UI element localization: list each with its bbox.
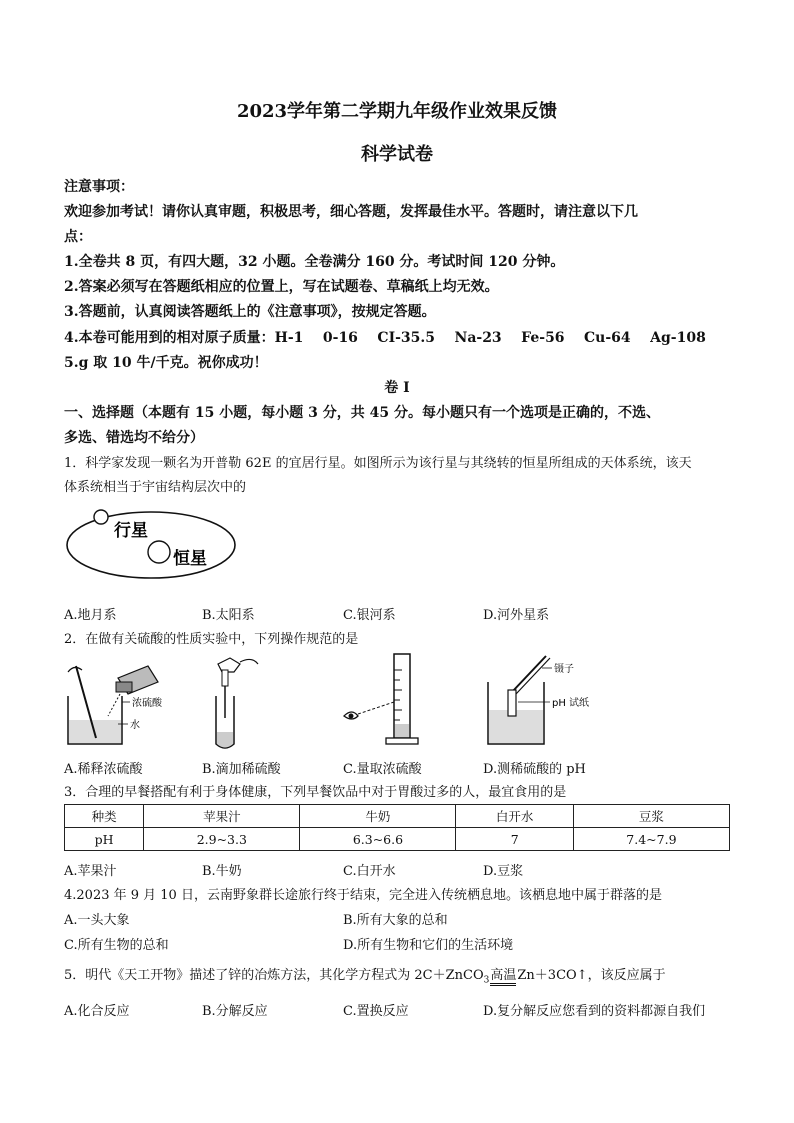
notice-item-4: 4.本卷可能用到的相对原子质量：H-1 0-16 CI-35.5 Na-23 Fe-56 Cu-64 Ag-108 [64, 330, 706, 346]
bottle-label-icon [116, 682, 132, 692]
q4-option-c[interactable]: C.所有生物的总和 [64, 938, 169, 953]
q1-option-c[interactable]: C.银河系 [343, 608, 396, 623]
table-header-row [65, 805, 730, 828]
table-cell: 7.4~7.9 [573, 828, 729, 851]
planet-label: 行星 [114, 521, 148, 541]
notice-intro: 欢迎参加考试！请你认真审题，积极思考，细心答题，发挥最佳水平。答题时，请注意以下几 [64, 204, 638, 220]
star-label: 恒星 [173, 549, 207, 569]
pour-stream [108, 694, 120, 716]
notice-intro-cont: 点： [64, 229, 92, 245]
table-cell: pH [65, 828, 144, 851]
table-cell: 6.3~6.6 [300, 828, 456, 851]
notice-item-5: 5.g 取 10 牛/千克。祝你成功！ [64, 355, 268, 371]
q5-option-c[interactable]: C.置换反应 [343, 1004, 409, 1019]
notice-item-1: 1.全卷共 8 页，有四大题，32 小题。全卷满分 160 分。考试时间 120 分钟。 [64, 254, 565, 270]
q1-option-b[interactable]: B.太阳系 [202, 608, 255, 623]
tweezers-icon [512, 656, 546, 692]
exam-subtitle: 科学试卷 [361, 144, 433, 165]
q2-option-a[interactable]: A.稀释浓硫酸 [64, 762, 143, 777]
notice-item-3: 3.答题前，认真阅读答题纸上的《注意事项》，按规定答题。 [64, 304, 436, 320]
tweezers-icon [516, 658, 550, 694]
planet-icon [94, 510, 108, 524]
table-row [65, 828, 730, 851]
ph-table [64, 804, 730, 851]
hand-outline [240, 659, 258, 664]
exam-title: 2023学年第二学期九年级作业效果反馈 [236, 101, 558, 122]
q1-option-d[interactable]: D.河外星系 [483, 608, 550, 623]
dropper-bulb-icon [222, 670, 228, 686]
hand-icon [218, 658, 240, 672]
q2-stem: 2．在做有关硫酸的性质实验中，下列操作规范的是 [64, 632, 359, 647]
fig-a-acid-label: 浓硫酸 [132, 698, 162, 709]
q3-option-b[interactable]: B.牛奶 [202, 864, 242, 879]
subscript-3: 3 [483, 975, 490, 986]
q4-stem: 4.2023 年 9 月 10 日，云南野象群长途旅行终于结束，完全进入传统栖息地。该栖息地中属于群落的是 [64, 888, 662, 903]
fig-d-paper-label: pH 试纸 [552, 698, 590, 709]
q3-stem: 3．合理的早餐搭配有利于身体健康，下列早餐饮品中对于胃酸过多的人，最宜食用的是 [64, 785, 567, 800]
q5-stem-prefix: 5．明代《天工开物》描述了锌的冶炼方法，其化学方程式为 2C＋ZnCO [64, 968, 484, 983]
q5-option-a[interactable]: A.化合反应 [64, 1004, 130, 1019]
q3-option-c[interactable]: C.白开水 [343, 864, 396, 879]
q1-stem: 1．科学家发现一颗名为开普勒 62E 的宜居行星。如图所示为该行星与其绕转的恒星所组成的天体系统，该天 [64, 456, 692, 471]
tube-liquid [217, 732, 233, 748]
q2-option-d[interactable]: D.测稀硫酸的 pH [483, 762, 586, 777]
q1-orbit-figure [64, 500, 244, 600]
q2-figure-d [484, 652, 604, 752]
fig-a-water-label: 水 [130, 720, 140, 731]
volume-label: 卷 I [384, 380, 410, 396]
q1-option-a[interactable]: A.地月系 [64, 608, 117, 623]
q3-option-d[interactable]: D.豆浆 [483, 864, 524, 879]
section-1-heading-cont: 多选、错选均不给分） [64, 430, 204, 446]
table-cell: 豆浆 [573, 805, 729, 828]
section-1-heading: 一、选择题（本题有 15 小题，每小题 3 分，共 45 分。每小题只有一个选项是正确的，不选、 [64, 405, 660, 421]
q3-option-a[interactable]: A.苹果汁 [64, 864, 117, 879]
q2-figure-b [196, 652, 276, 752]
cylinder-liquid [395, 724, 409, 737]
table-cell: 种类 [65, 805, 144, 828]
table-cell: 牛奶 [300, 805, 456, 828]
q1-stem-cont: 体系统相当于宇宙结构层次中的 [64, 480, 247, 495]
ph-paper-icon [508, 690, 516, 716]
sight-line [358, 702, 394, 714]
table-cell: 2.9~3.3 [144, 828, 300, 851]
eye-pupil [349, 714, 354, 719]
notice-heading: 注意事项： [64, 179, 134, 195]
stir-arrow-icon [68, 667, 82, 672]
q2-option-c[interactable]: C.量取浓硫酸 [343, 762, 422, 777]
notice-item-2: 2.答案必须写在答题纸相应的位置上，写在试题卷、草稿纸上均无效。 [64, 279, 499, 295]
star-icon [148, 541, 170, 563]
q5-stem [64, 964, 666, 986]
q5-stem-suffix: Zn＋3CO↑，该反应属于 [517, 968, 666, 983]
table-cell: 白开水 [456, 805, 573, 828]
table-cell: 苹果汁 [144, 805, 300, 828]
cylinder-base [386, 738, 418, 744]
q5-option-b[interactable]: B.分解反应 [202, 1004, 268, 1019]
fig-d-tweezers-label: 镊子 [554, 664, 574, 675]
q5-option-d[interactable]: D.复分解反应您看到的资料都源自我们 [483, 1004, 706, 1019]
q2-figure-a [62, 652, 192, 752]
q4-option-d[interactable]: D.所有生物和它们的生活环境 [343, 938, 514, 953]
q2-option-b[interactable]: B.滴加稀硫酸 [202, 762, 281, 777]
reaction-condition: 高温 [490, 969, 516, 986]
table-cell: 7 [456, 828, 573, 851]
q4-option-a[interactable]: A.一头大象 [64, 913, 130, 928]
q4-option-b[interactable]: B.所有大象的总和 [343, 913, 448, 928]
q2-figure-c [338, 650, 448, 752]
